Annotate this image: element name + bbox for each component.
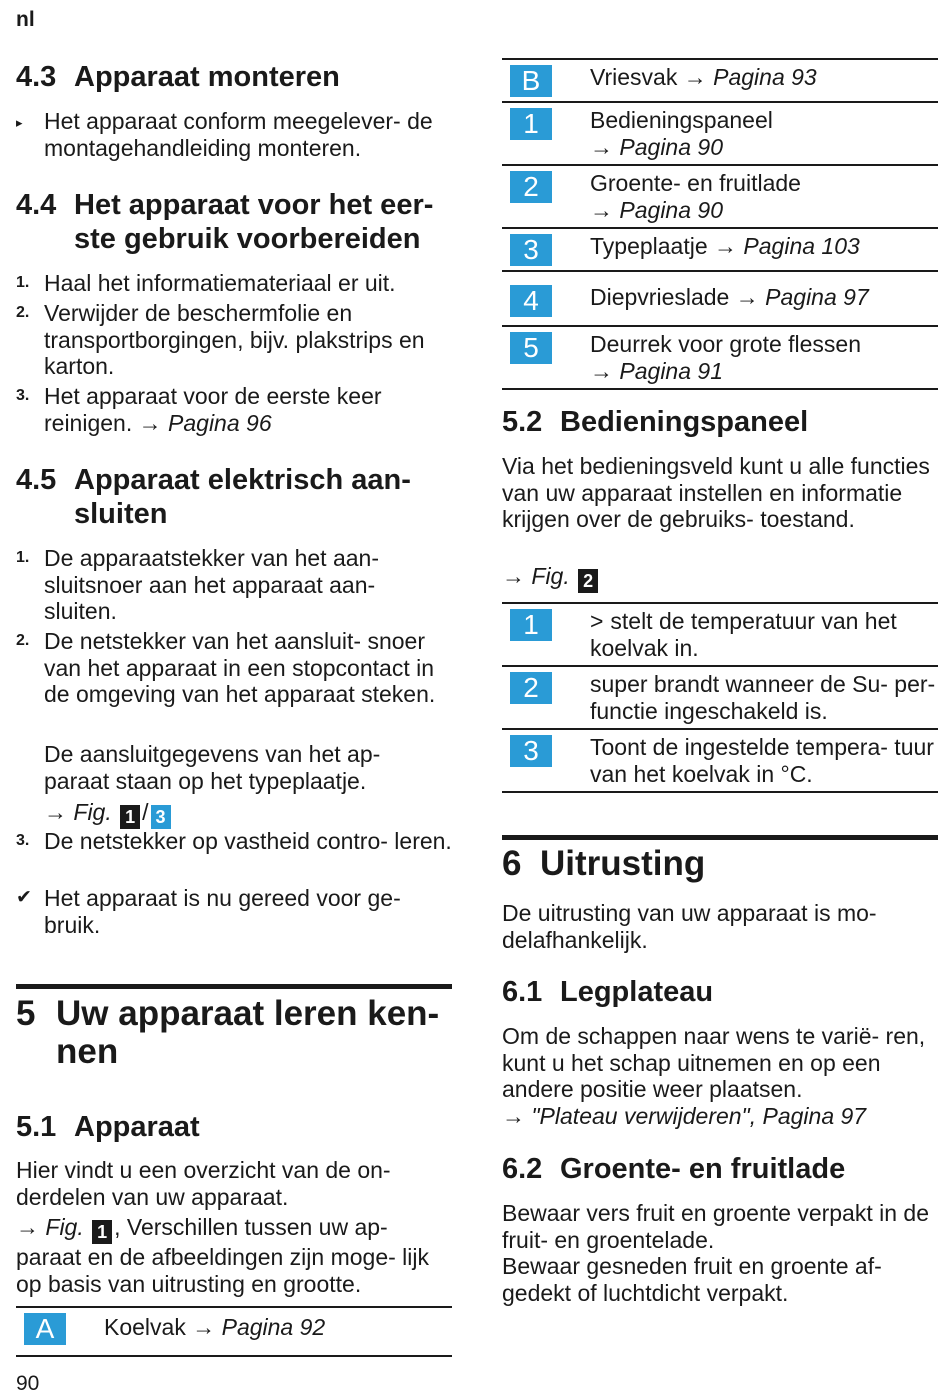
section-4-3-item: ▸ Het apparaat conform meegelever- de montagehandleiding monteren. xyxy=(16,108,433,161)
section-5-1-intro: Hier vindt u een overzicht van de on- derdelen van uw apparaat. xyxy=(16,1157,391,1210)
part-badge: 3 xyxy=(510,735,552,767)
figure-reference: → Fig. 1 / 3 xyxy=(44,799,173,829)
part-badge: 3 xyxy=(151,805,171,829)
part-badge: 5 xyxy=(510,332,552,364)
arrow-right-icon: → xyxy=(502,563,525,589)
section-4-3-heading: 4.3 Apparaat monteren xyxy=(16,61,340,93)
arrow-right-icon: → xyxy=(16,1214,39,1240)
table-row: 1 > stelt de temperatuur van het koelvak in. xyxy=(502,603,938,666)
section-6-1-heading: 6.1 Legplateau xyxy=(502,976,714,1008)
table-row: 3 Toont de ingestelde tempera- tuur van het koelvak in °C. xyxy=(502,729,938,792)
section-4-3-title: Apparaat monteren xyxy=(74,61,340,93)
chapter-6-intro: De uitrusting van uw apparaat is mo- delafhankelijk. xyxy=(502,900,877,953)
section-5-2-intro: Via het bedieningsveld kunt u alle functies van uw apparaat instellen en informatie krijgen over de gebruiks- toestand. xyxy=(502,453,930,532)
part-badge: 2 xyxy=(510,672,552,704)
result-line: ✔ Het apparaat is nu gereed voor ge- bruik. xyxy=(16,885,401,938)
table-row: B Vriesvak → Pagina 93 xyxy=(502,59,938,102)
arrow-right-icon: → xyxy=(138,409,162,436)
arrow-right-icon: → xyxy=(192,1314,216,1340)
section-6-2-paragraph-1: Bewaar vers fruit en groente verpakt in de fruit- en groentelade. xyxy=(502,1200,930,1253)
table-row: 2 Groente- en fruitlade → Pagina 90 xyxy=(502,165,938,228)
step-4-5-2: 2. De netstekker van het aansluit- snoer van het apparaat in een stopcontact in de omgeving van het apparaat steken. xyxy=(16,628,436,707)
chevron-right-icon: > xyxy=(590,608,604,634)
page-reference[interactable]: Pagina 93 xyxy=(713,64,817,90)
page-reference[interactable]: Pagina 90 xyxy=(619,196,723,223)
arrow-right-icon: → xyxy=(714,233,738,259)
section-6-1-text: Om de schappen naar wens te varië- ren, kunt u het schap uitnemen en op een andere positie weer plaatsen. xyxy=(502,1023,926,1102)
step-4-5-3: 3. De netstekker op vastheid contro- leren. xyxy=(16,828,452,854)
figure-badge: 1 xyxy=(92,1220,112,1244)
part-badge: A xyxy=(24,1313,66,1345)
part-badge: 2 xyxy=(510,171,552,203)
page-reference[interactable]: Pagina 96 xyxy=(168,409,272,436)
parts-table-a xyxy=(16,1306,452,1357)
control-panel-table xyxy=(502,602,938,793)
table-row: 1 Bedieningspaneel → Pagina 90 xyxy=(502,102,938,165)
part-badge: 3 xyxy=(510,234,552,266)
page-reference[interactable]: "Plateau verwijderen", Pagina 97 xyxy=(531,1103,867,1129)
page-reference[interactable]: Pagina 97 xyxy=(765,284,869,310)
section-6-2-heading: 6.2 Groente- en fruitlade xyxy=(502,1153,846,1185)
part-badge: 1 xyxy=(510,609,552,641)
table-row: 4 Diepvrieslade → Pagina 97 xyxy=(502,271,938,326)
chapter-6-heading: 6 Uitrusting xyxy=(502,844,706,883)
chapter-rule xyxy=(16,984,452,989)
page-reference[interactable]: Pagina 92 xyxy=(221,1314,326,1340)
page-reference[interactable]: Pagina 91 xyxy=(619,357,723,384)
parts-table-b xyxy=(502,58,938,390)
table-row: A Koelvak → Pagina 92 xyxy=(16,1307,452,1356)
arrow-right-icon: → xyxy=(590,133,613,160)
step-4-4-1: 1. Haal het informatiemateriaal er uit. xyxy=(16,270,396,296)
table-row: 2 super brandt wanneer de Su- per-functie ingeschakeld is. xyxy=(502,666,938,729)
language-code: nl xyxy=(16,8,35,31)
checkmark-icon: ✔ xyxy=(16,887,32,908)
arrow-right-icon: → xyxy=(44,799,67,825)
triangle-bullet-icon: ▸ xyxy=(16,115,23,130)
arrow-right-icon: → xyxy=(502,1103,525,1129)
arrow-right-icon: → xyxy=(735,284,759,310)
step-4-5-1: 1. De apparaatstekker van het aan- sluitsnoer aan het apparaat aan- sluiten. xyxy=(16,545,379,624)
table-row: 5 Deurrek voor grote flessen → Pagina 91 xyxy=(502,326,938,389)
arrow-right-icon: → xyxy=(590,196,613,223)
part-badge: 4 xyxy=(510,285,552,317)
section-5-1-heading: 5.1 Apparaat xyxy=(16,1111,200,1143)
page-number: 90 xyxy=(16,1372,40,1395)
connection-note: De aansluitgegevens van het ap- paraat staan op het typeplaatje. xyxy=(44,741,381,794)
page-reference[interactable]: Pagina 103 xyxy=(743,233,860,259)
arrow-right-icon: → xyxy=(590,357,613,384)
step-4-4-2: 2. Verwijder de beschermfolie en transportborgingen, bijv. plakstrips en karton. xyxy=(16,300,425,379)
section-5-1-figure-text: → Fig. 1 , Verschillen tussen uw ap- paraat en de afbeeldingen zijn moge- lijk op basis van uitrusting en grootte. xyxy=(16,1214,429,1297)
section-6-2-paragraph-2: Bewaar gesneden fruit en groente af- gedekt of luchtdicht verpakt. xyxy=(502,1253,882,1306)
section-5-2-heading: 5.2 Bedieningspaneel xyxy=(502,406,809,438)
section-6-1-reference xyxy=(502,1103,866,1130)
chapter-5-heading: 5 Uw apparaat leren ken- nen xyxy=(16,994,440,1071)
chapter-rule xyxy=(502,835,938,840)
page-reference[interactable]: Pagina 90 xyxy=(619,133,723,160)
section-4-5-heading: 4.5 Apparaat elektrisch aan- sluiten xyxy=(16,464,411,530)
part-badge: 1 xyxy=(510,108,552,140)
figure-badge: 2 xyxy=(578,569,598,593)
arrow-right-icon: → xyxy=(683,64,707,90)
part-badge: B xyxy=(510,65,552,97)
section-4-4-heading: 4.4 Het apparaat voor het eer- ste gebruik voorbereiden xyxy=(16,189,434,255)
step-4-4-3: 3. Het apparaat voor de eerste keer reinigen. → Pagina 96 xyxy=(16,383,382,436)
figure-badge: 1 xyxy=(120,805,140,829)
table-row: 3 Typeplaatje → Pagina 103 xyxy=(502,228,938,271)
figure-reference: → Fig. 2 xyxy=(502,563,600,593)
